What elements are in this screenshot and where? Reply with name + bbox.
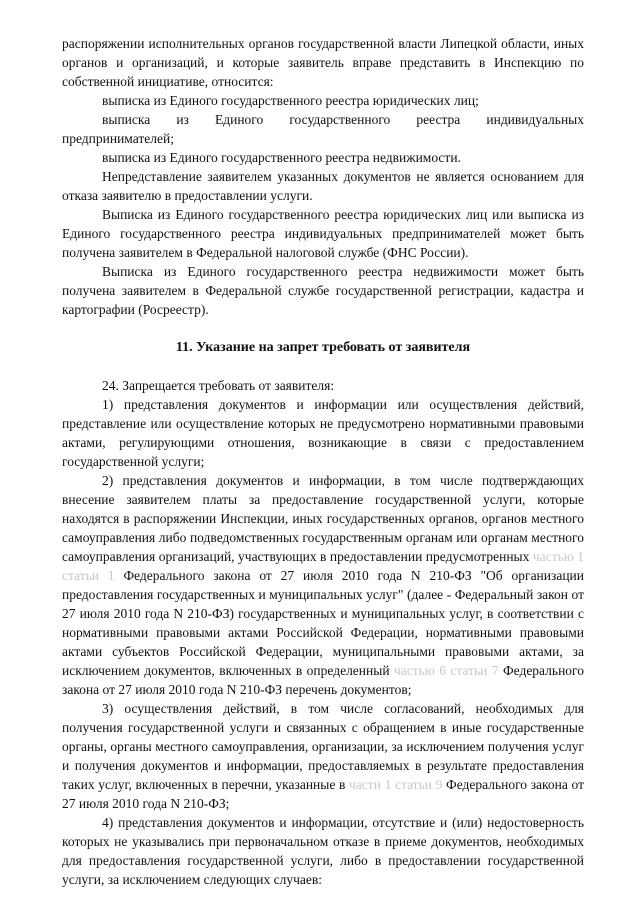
list-item-egrn: выписка из Единого государственного реестра недвижимости.: [102, 150, 461, 165]
link-part1-article9[interactable]: части 1 статьи 9: [349, 777, 443, 792]
item-2: [62, 471, 584, 699]
item-3-text-a: 3) осуществления действий, в том числе согласований, необходимых для получения государственной услуги и связанных с обращением в иные государственные органы, органы местного самоуправления, организации, за исключением получения услуг и получения документов и информации, предоставляемых в результате предоставления таких услуг, включенных в перечни, указанные в: [62, 701, 584, 792]
item-2-text-a: 2) представления документов и информации, в том числе подтверждающих внесение заявителем платы за предоставление государственной услуги, которые находятся в распоряжении Инспекции, иных государственных органов, органов местного самоуправления либо подведомственных государственным органам или органам местного самоуправления организаций, участвующих в предоставлении предусмотренных: [62, 473, 584, 564]
list-item-egrul: выписка из Единого государственного реестра юридических лиц;: [102, 93, 479, 108]
paragraph-rosreestr: Выписка из Единого государственного реестра недвижимости может быть получена заявителем в Федеральной службе государственной регистрации, кадастра и картографии (Росреестр).: [62, 264, 584, 317]
paragraph-non-submission: Непредставление заявителем указанных документов не является основанием для отказа заявителю в предоставлении услуги.: [62, 169, 584, 203]
list-item-egrip: выписка из Единого государственного реестра индивидуальных предпринимателей;: [62, 112, 584, 146]
item-3: [62, 699, 584, 813]
paragraph-fns: Выписка из Единого государственного реестра юридических лиц или выписка из Единого государственного реестра индивидуальных предпринимателей может быть получена заявителем в Федеральной налоговой службе (ФНС России).: [62, 207, 584, 260]
item-1: 1) представления документов и информации или осуществления действий, представление или осуществление которых не предусмотрено нормативными правовыми актами, регулирующими отношения, возникающие в связи с предоставлением государственной услуги;: [62, 397, 584, 469]
paragraph-intro: распоряжении исполнительных органов государственной власти Липецкой области, иных органов и организаций, и которые заявитель вправе представить в Инспекцию по собственной инициативе, относится:: [62, 36, 584, 89]
item-2-text-b: Федерального закона от 27 июля 2010 года N 210-ФЗ "Об организации предоставления государственных и муниципальных услуг" (далее - Федеральный закон от 27 июля 2010 года N 210-ФЗ) государственных и муниципальных услуг, в соответствии с нормативными правовыми актами Российской Федерации, нормативными правовыми актами субъектов Российской Федерации, муниципальными правовыми актами, за исключением документов, включенных в определенный: [62, 568, 585, 678]
item-2-text-c: Федерального закона от 27 июля 2010 года N 210-ФЗ перечень документов;: [62, 663, 584, 697]
section-heading: 11. Указание на запрет требовать от заявителя: [175, 340, 471, 355]
link-part6-article7[interactable]: частью 6 статьи 7: [393, 663, 499, 678]
item-4: 4) представления документов и информации, отсутствие и (или) недостоверность которых не указывались при первоначальном отказе в приеме документов, необходимых для предоставления государственной услуги, либо в предоставлении государственной услуги, за исключением следующих случаев:: [62, 815, 584, 887]
paragraph-24: 24. Запрещается требовать от заявителя:: [102, 378, 335, 393]
link-part1-article1[interactable]: частью 1 статьи 1: [62, 549, 585, 583]
item-3-text-b: Федерального закона от 27 июля 2010 года N 210-ФЗ;: [62, 777, 584, 811]
